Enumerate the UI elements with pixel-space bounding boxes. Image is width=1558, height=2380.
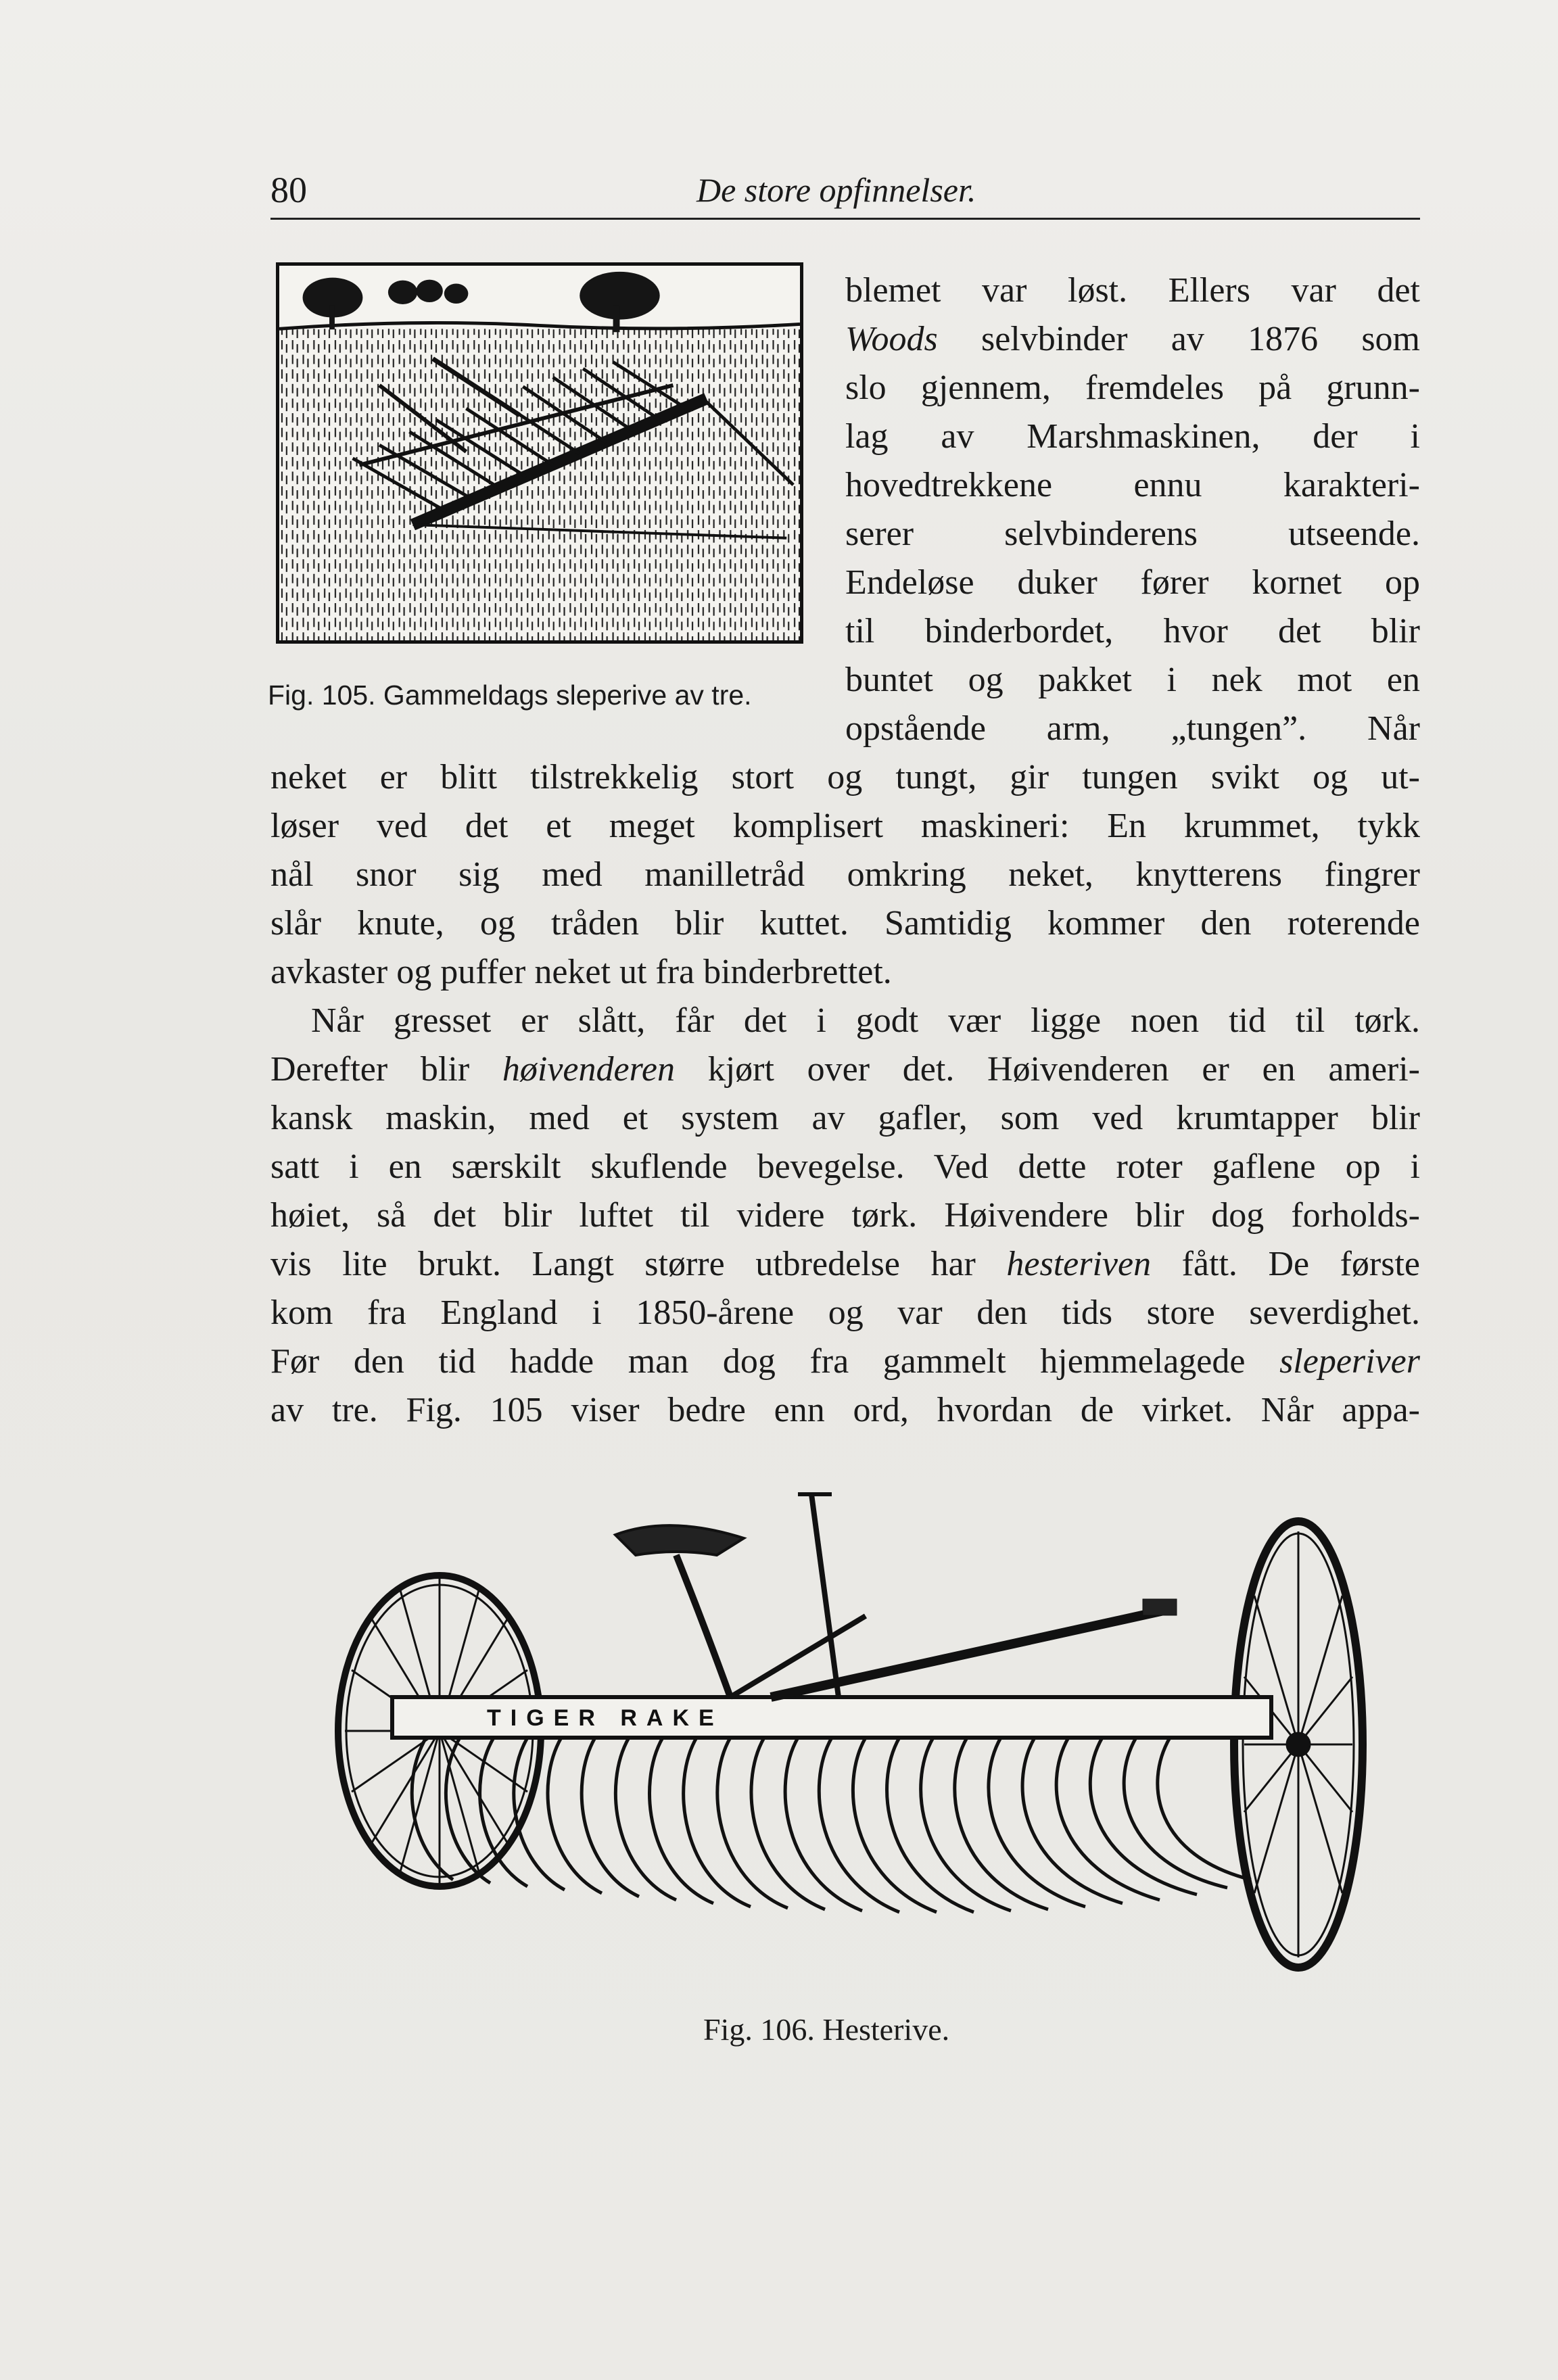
text-line: serer selvbinderens utseende. [845,515,1420,553]
page-number: 80 [270,170,307,210]
text-line: buntet og pakket i nek mot en [845,661,1420,699]
text-line: blemet var løst. Ellers var det [845,271,1420,310]
text-line: løser ved det et meget komplisert maskineri: En krummet, tykk [270,807,1420,845]
figure-105-caption: Fig. 105. Gammeldags sleperive av tre. [268,680,752,711]
text-line: kom fra England i 1850-årene og var den tids store severdighet. [270,1293,1420,1332]
right-wheel-icon [1234,1521,1363,1968]
seat-and-lever-icon [615,1494,1177,1697]
text-line: satt i en særskilt skuflende bevegelse. Ved dette roter gaflene op i [270,1147,1420,1186]
text-line: Før den tid hadde man dog fra gammelt hjemmelagede sleperiver [270,1342,1420,1381]
text-line: slår knute, og tråden blir kuttet. Samtidig kommer den roterende [270,904,1420,943]
text-line: kansk maskin, med et system av gafler, som ved krumtapper blir [270,1099,1420,1137]
figure-105-wooden-rake-illustration [276,262,803,644]
text-line: hovedtrekkene ennu karakteri- [845,466,1420,504]
rake-lettering: TIGER RAKE [487,1705,724,1731]
text-line: slo gjennem, fremdeles på grunn- [845,368,1420,407]
figure-106-horse-rake-illustration [298,1474,1393,2001]
text-line: opstående arm, „tungen”. Når [845,709,1420,748]
figure-106-caption: Fig. 106. Hesterive. [703,2012,950,2047]
text-line: Endeløse duker fører kornet op [845,563,1420,602]
running-title: De store opfinnelser. [697,171,976,209]
text-line: avkaster og puffer neket ut fra binderbrettet. [270,953,892,991]
text-line: nål snor sig med manilletråd omkring neket, knytterens fingrer [270,855,1420,894]
horse-rake-engraving [298,1474,1393,2001]
text-line: av tre. Fig. 105 viser bedre enn ord, hvordan de virket. Når appa- [270,1391,1420,1429]
text-line: neket er blitt tilstrekkelig stort og tungt, gir tungen svikt og ut- [270,758,1420,796]
text-line: til binderbordet, hvor det blir [845,612,1420,650]
text-line: vis lite brukt. Langt større utbredelse har hesteriven fått. De første [270,1245,1421,1283]
text-line: Woods selvbinder av 1876 som [845,320,1420,358]
wooden-rake-engraving [279,266,800,640]
text-line: høiet, så det blir luftet til videre tørk. Høivendere blir dog forholds- [270,1196,1420,1235]
paragraph-start-line: Når gresset er slått, får det i godt vær ligge noen tid til tørk. [311,1001,1420,1040]
text-line: Derefter blir høivenderen kjørt over det. Høivenderen er en ameri- [270,1050,1421,1089]
header-rule [270,218,1420,220]
text-line: lag av Marshmaskinen, der i [845,417,1420,456]
